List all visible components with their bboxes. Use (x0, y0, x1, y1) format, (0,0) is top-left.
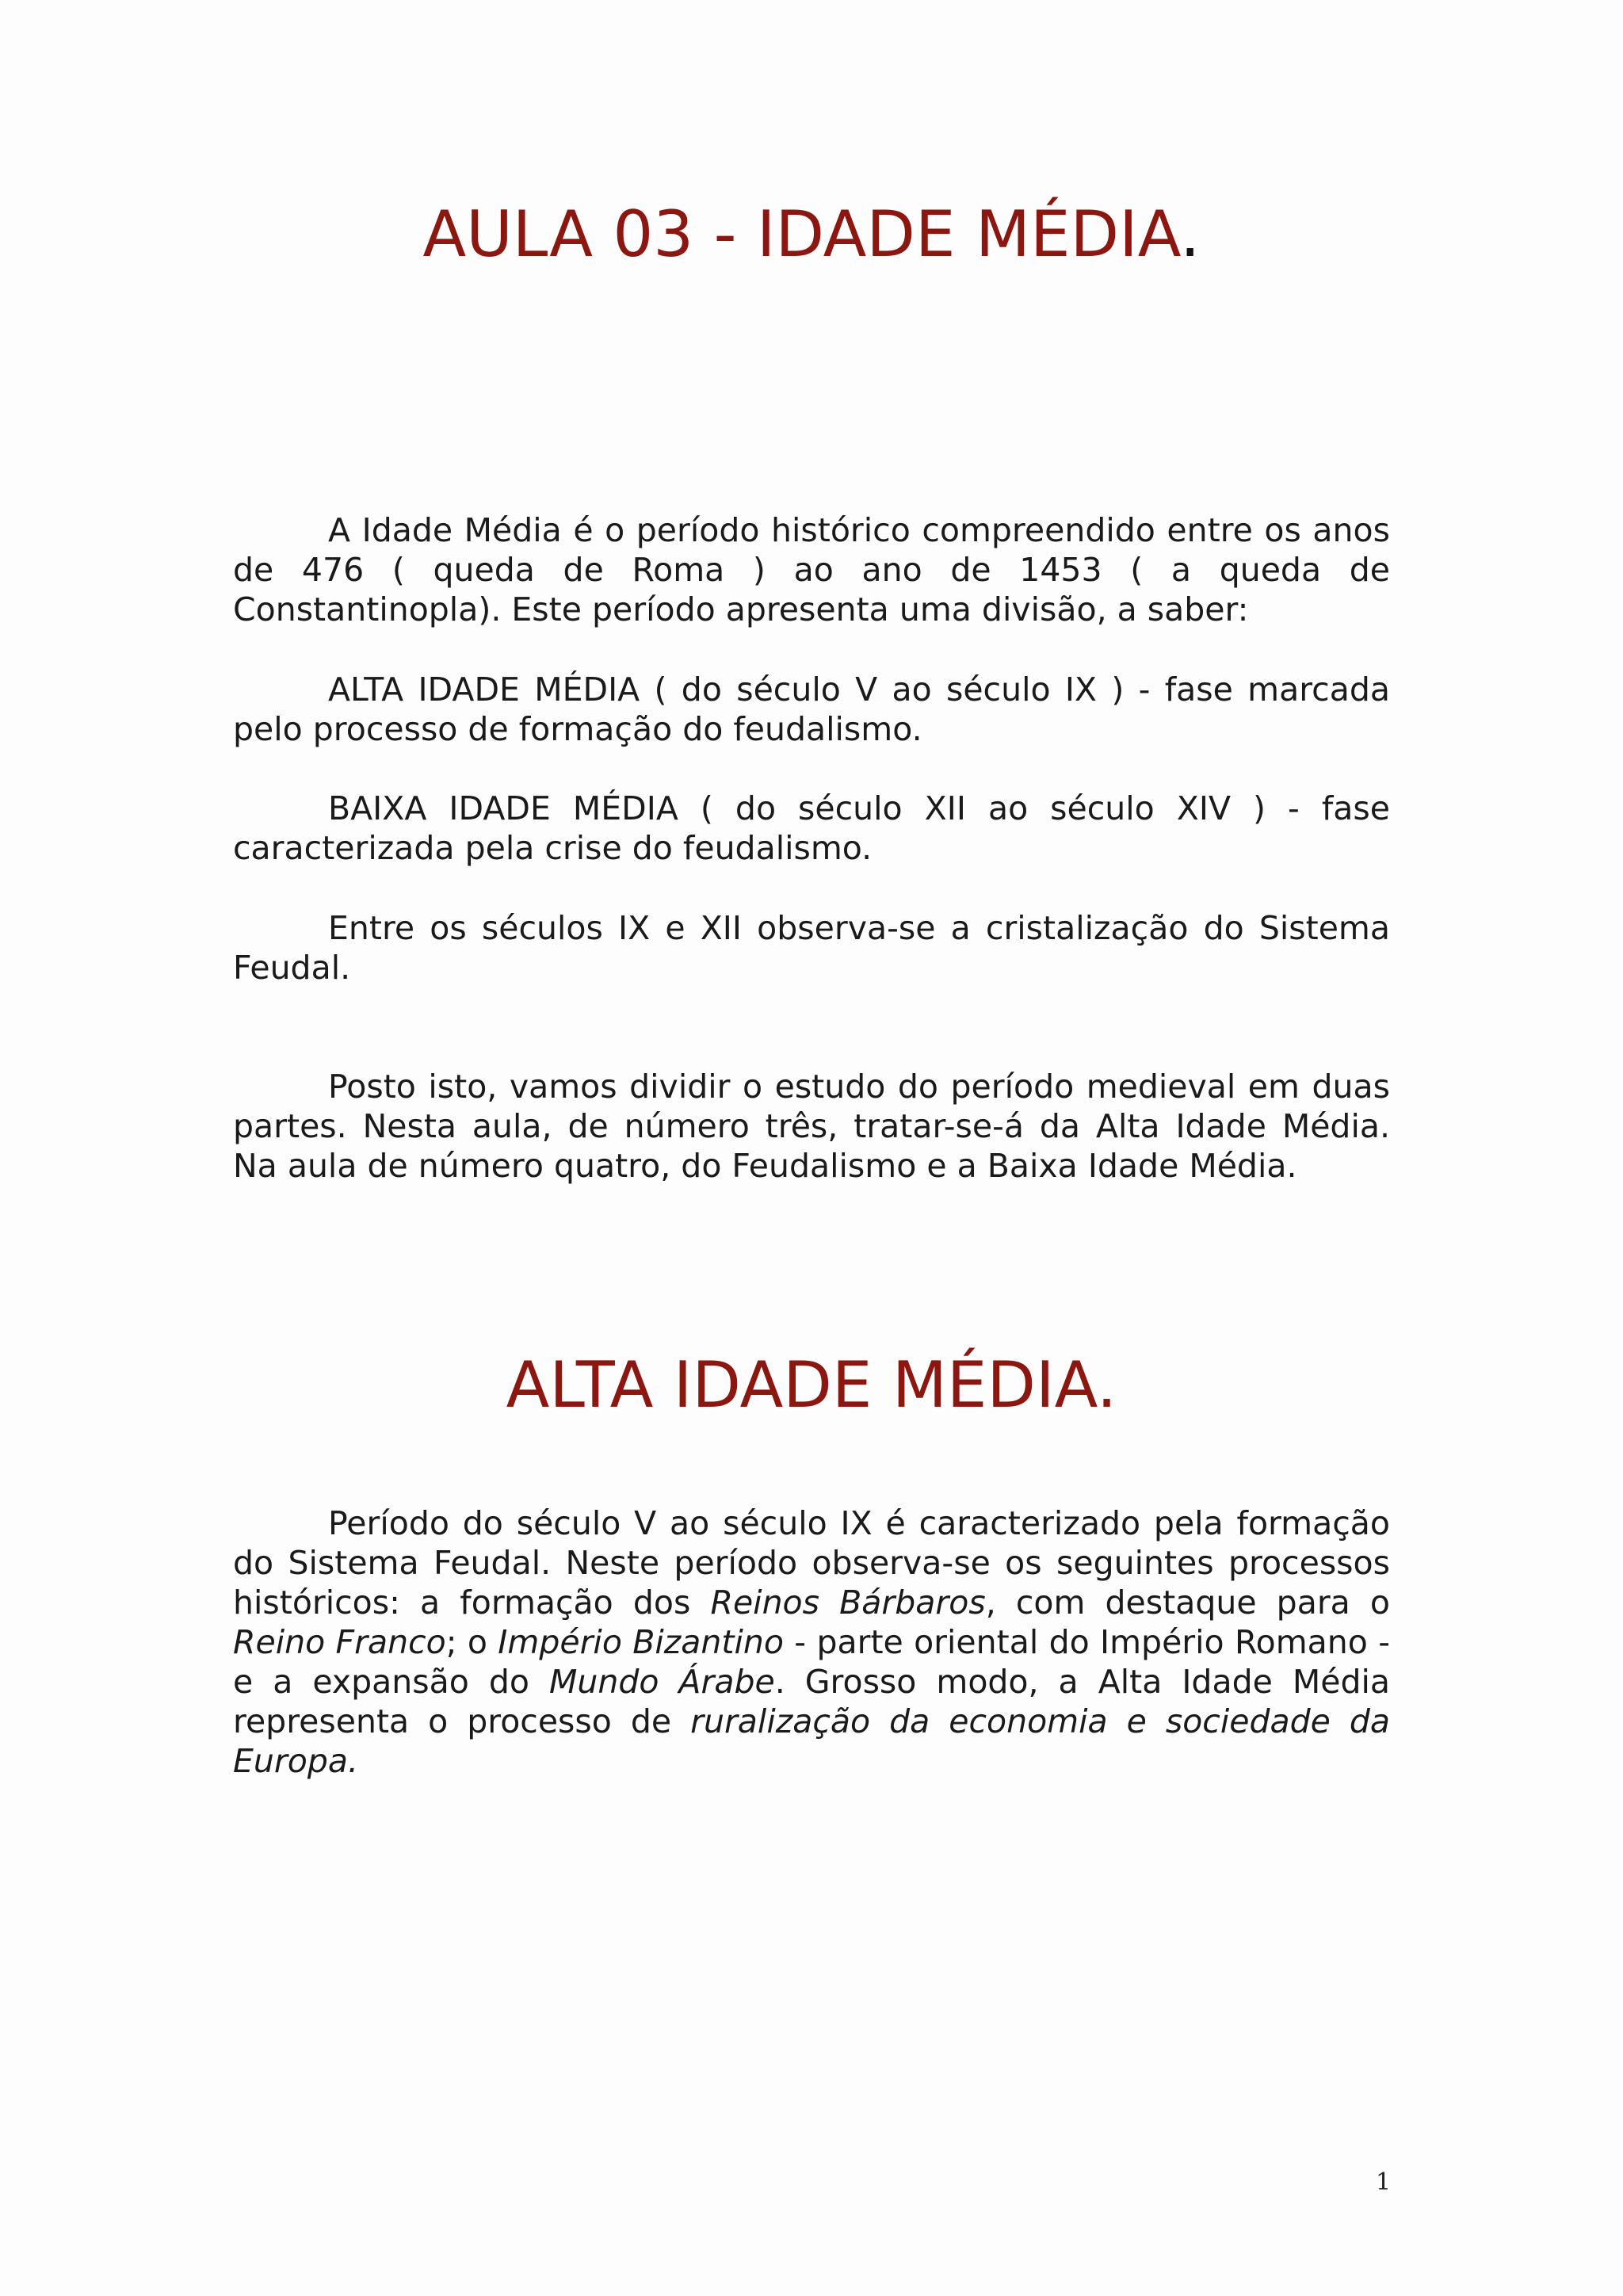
section-paragraph-text-1: Período do século V ao século IX é caracterizado pela formação do Sistema Feudal. Neste período observa-se os seguintes processos históricos: a formação dos (233, 1504, 1390, 1622)
page-title-period: . (1180, 197, 1201, 271)
section-paragraph-text-4: - parte oriental do Império Romano - e a expansão do (233, 1623, 1390, 1701)
sistema-feudal-paragraph (233, 908, 1390, 988)
intro-paragraph (233, 510, 1390, 629)
study-division-paragraph (233, 1067, 1390, 1186)
imperio-bizantino-emphasis: Império Bizantino (498, 1623, 784, 1661)
sistema-feudal-paragraph-text: Entre os séculos IX e XII observa-se a cristalização do Sistema Feudal. (233, 909, 1390, 987)
study-division-paragraph-text: Posto isto, vamos dividir o estudo do período medieval em duas partes. Nesta aula, de número três, tratar-se-á da Alta Idade Média. Na aula de número quatro, do Feudalismo e a Baixa Idade Média. (233, 1068, 1390, 1185)
intro-paragraph-text: A Idade Média é o período histórico compreendido entre os anos de 476 ( queda de Roma ) ao ano de 1453 ( a queda de Constantinopla). Este período apresenta uma divisão, a saber: (233, 511, 1390, 628)
reino-franco-emphasis: Reino Franco (233, 1623, 446, 1661)
section-paragraph-text-2: , com destaque para o (985, 1584, 1390, 1622)
page-title (0, 197, 1623, 271)
page-number: 1 (1376, 2168, 1392, 2196)
section-title: ALTA IDADE MÉDIA. (506, 1348, 1117, 1422)
baixa-idade-media-paragraph-text: BAIXA IDADE MÉDIA ( do século XII ao século XIV ) - fase caracterizada pela crise do feudalismo. (233, 789, 1390, 867)
ruralizacao-emphasis: ruralização da economia e sociedade da Europa. (233, 1702, 1390, 1780)
alta-idade-media-paragraph (233, 670, 1390, 749)
section-paragraph-text-5: . Grosso modo, a Alta Idade Média representa o processo de (233, 1663, 1390, 1740)
alta-idade-media-paragraph-text: ALTA IDADE MÉDIA ( do século V ao século IX ) - fase marcada pelo processo de formação do feudalismo. (233, 670, 1390, 748)
baixa-idade-media-paragraph (233, 789, 1390, 868)
page-title-text: AULA 03 - IDADE MÉDIA (422, 197, 1181, 271)
section-paragraph-text-3: ; o (445, 1623, 498, 1661)
reinos-barbaros-emphasis: Reinos Bárbaros (710, 1584, 986, 1622)
section-paragraph (233, 1503, 1390, 1781)
mundo-arabe-emphasis: Mundo Árabe (548, 1663, 775, 1701)
